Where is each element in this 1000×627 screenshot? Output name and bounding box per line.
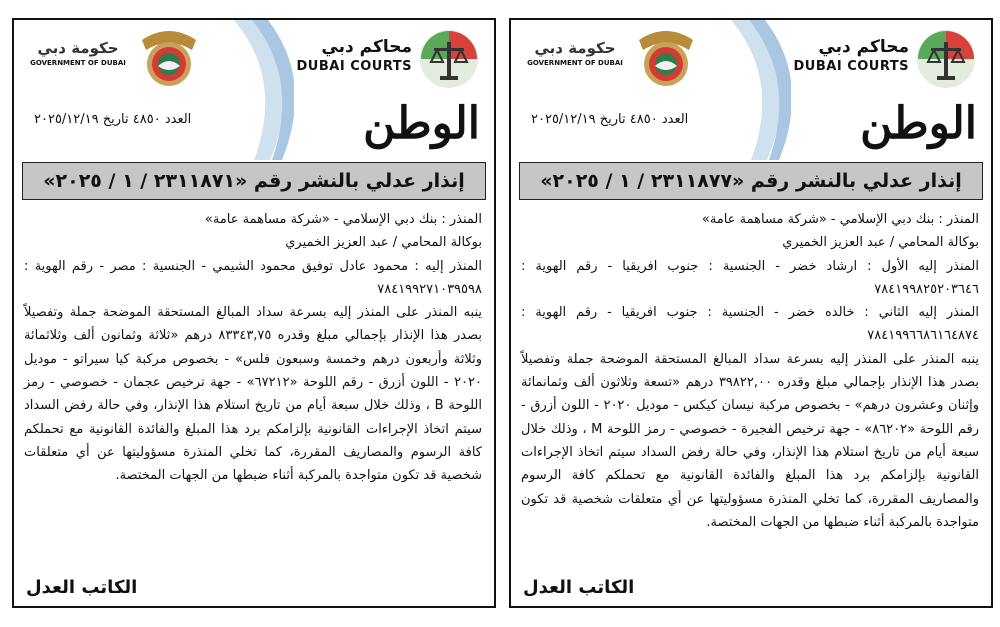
issue-date: العدد ٤٨٥٠ تاريخ ٢٠٢٥/١٢/١٩ [34, 112, 192, 127]
notice-body [521, 208, 979, 534]
notice-header [511, 20, 991, 168]
notice-title: إنذار عدلي بالنشر رقم «٢٣١١٨٧٧ / ١ / ٢٠٢٥» [519, 162, 983, 200]
dubai-courts-logo [418, 28, 480, 90]
claimant-line: المنذر : بنك دبي الإسلامي - «شركة مساهمة عامة» [204, 212, 482, 227]
issue-date: العدد ٤٨٥٠ تاريخ ٢٠٢٥/١٢/١٩ [531, 112, 689, 127]
gov-arabic-name: حكومة دبي [37, 39, 119, 57]
notice-title: إنذار عدلي بالنشر رقم «٢٣١١٨٧١ / ١ / ٢٠٢٥» [22, 162, 486, 200]
courts-arabic-name: محاكم دبي [818, 37, 909, 57]
courts-english-name: DUBAI COURTS [296, 59, 412, 74]
newspaper-masthead: الوطن [363, 98, 480, 149]
newspaper-masthead: الوطن [860, 98, 977, 149]
gov-english-name: GOVERNMENT OF DUBAI [527, 59, 623, 67]
courts-english-name: DUBAI COURTS [793, 59, 909, 74]
swoosh-graphic [721, 20, 791, 160]
notary-signature: الكاتب العدل [26, 577, 138, 598]
notice-card-left [12, 18, 496, 608]
courts-arabic-name: محاكم دبي [321, 37, 412, 57]
first-defendant-line: المنذر إليه الأول : ارشاد خضر - الجنسية : جنوب افريقيا - رقم الهوية : ٧٨٤١٩٩٨٢٥٢٠٣٦٤٦ [521, 258, 979, 297]
notary-signature: الكاتب العدل [523, 577, 635, 598]
swoosh-graphic [224, 20, 294, 160]
notice-header [14, 20, 494, 168]
lawyer-line: بوكالة المحامي / عبد العزيز الخميري [285, 235, 482, 251]
claimant-line: المنذر : بنك دبي الإسلامي - «شركة مساهمة عامة» [701, 212, 979, 227]
gov-english-name: GOVERNMENT OF DUBAI [30, 59, 126, 67]
notice-body [24, 208, 482, 488]
notice-paragraph: ينبه المنذر على المنذر إليه بسرعة سداد المبالغ المستحقة الموضحة جملة وتفصيلاً بصدر هذا الإنذار بإجمالي مبلغ وقدره ٣٩٨٢٢,٠٠ درهم «تسعة وثلاثون ألف وثمانمائة وإثنان وعشرون درهم» - بخصوص مركبة نيسان كيكس - موديل ٢٠٢٠ - اللون أزرق - رقم اللوحة «٨٦٢٠٢» - جهة ترخيص الفجيرة - خصوصي - رمز اللوحة M ، وذلك خلال سبعة أيام من تاريخ استلام هذا الإنذار، وفي حالة رفض السداد سيتم اتخاذ الإجراءات القانونية بإلزامكم برد هذا المبلغ والفائدة القانونية مع تحملكم كافة الرسوم والمصاريف المقررة، كما تخلي المنذرة مسؤوليتها عن أي متعلقات شخصية قد تكون متواجدة بالمركبة أثناء ضبطها من الجهات المختصة. [521, 351, 979, 530]
dubai-courts-wordmark [794, 36, 909, 76]
dubai-government-wordmark [26, 38, 130, 68]
notice-card-right [509, 18, 993, 608]
lawyer-line: بوكالة المحامي / عبد العزيز الخميري [782, 235, 979, 251]
second-defendant-line: المنذر إليه الثاني : خالده خضر - الجنسية : جنوب افريقيا - رقم الهوية : ٧٨٤١٩٩٦٦٨٦١٦٤٨٧٤ [521, 305, 979, 344]
defendant-line: المنذر إليه : محمود عادل توفيق محمود الشيمي - الجنسية : مصر - رقم الهوية : ٧٨٤١٩٩٢٧١٠٣٩٥٩٨ [24, 258, 482, 297]
dubai-courts-wordmark [297, 36, 412, 76]
dubai-government-emblem [633, 26, 699, 92]
dubai-government-wordmark [523, 38, 627, 68]
notice-paragraph: ينبه المنذر على المنذر إليه بسرعة سداد المبالغ المستحقة الموضحة جملة وتفصيلاً بصدر هذا الإنذار بإجمالي مبلغ وقدره ٨٣٣٤٣,٧٥ درهم «ثلاثة وثمانون ألف وثلاثمائة وثلاثة وأربعون درهم وخمسة وسبعون فلس» - بخصوص مركبة كيا سيراتو - موديل ٢٠٢٠ - اللون أزرق - رقم اللوحة «٦٧٢١٢» - جهة ترخيص عجمان - خصوصي - رمز اللوحة B ، وذلك خلال سبعة أيام من تاريخ استلام هذا الإنذار، وفي حالة رفض السداد سيتم اتخاذ الإجراءات القانونية بإلزامكم برد هذا المبلغ والفائدة القانونية مع تحملكم كافة الرسوم والمصاريف المقررة، كما تخلي المنذرة مسؤوليتها عن أي متعلقات شخصية قد تكون متواجدة بالمركبة أثناء ضبطها من الجهات المختصة. [24, 305, 482, 484]
gov-arabic-name: حكومة دبي [534, 39, 616, 57]
dubai-courts-logo [915, 28, 977, 90]
dubai-government-emblem [136, 26, 202, 92]
